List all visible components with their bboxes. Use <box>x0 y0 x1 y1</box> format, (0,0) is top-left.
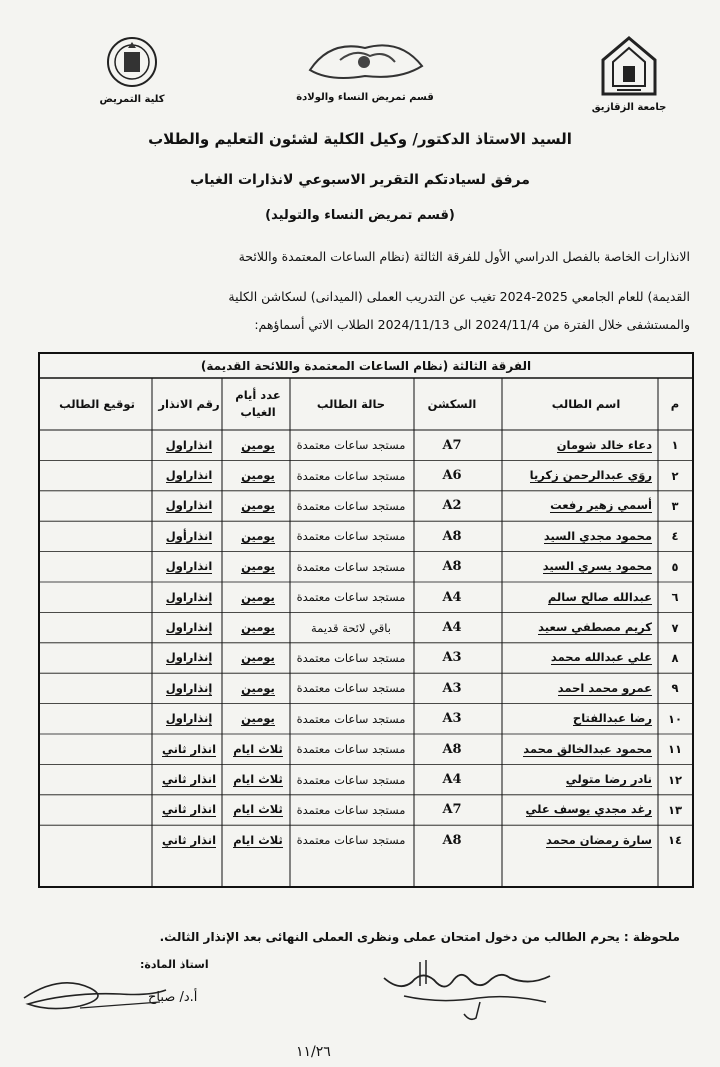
student-signature-cell <box>47 795 147 825</box>
row-index: ١٠ <box>667 711 683 726</box>
table-row <box>40 521 692 551</box>
intro-line-1: الانذارات الخاصة بالفصل الدراسي الأول للفرقة الثالثة (نظام الساعات المعتمدة واللائحة <box>238 249 690 264</box>
table-row <box>40 582 692 612</box>
department-name: قسم تمريض النساء والولادة <box>296 92 434 103</box>
warning-number: إنذاراول <box>165 589 213 604</box>
section-code: A4 <box>442 589 462 605</box>
absence-warnings-table <box>38 352 694 888</box>
header-status: حالة الطالب <box>316 396 386 411</box>
zagazig-university-logo <box>574 36 684 113</box>
header-index: م <box>670 396 680 411</box>
table-row <box>40 552 692 582</box>
row-index: ٧ <box>671 620 679 635</box>
addressee-title: السيد الاستاذ الدكتور/ وكيل الكلية لشئون التعليم والطلاب <box>148 130 572 148</box>
table-header-row <box>40 378 692 430</box>
student-status: مستجد ساعات معتمدة <box>296 529 406 544</box>
student-status: مستجد ساعات معتمدة <box>296 833 406 848</box>
student-name: رغد مجدي يوسف علي <box>525 802 652 817</box>
row-index: ١٢ <box>667 772 683 787</box>
header-section: السكشن <box>427 396 477 411</box>
report-subject: مرفق لسيادتكم التقرير الاسبوعي لانذارات الغياب <box>190 172 530 188</box>
absence-days: ثلاث ايام <box>233 741 283 756</box>
deprivation-note: ملحوظة : يحرم الطالب من دخول امتحان عملى ونظرى العملى النهائى بعد الإنذار الثالث. <box>159 930 680 944</box>
absence-days: يومين <box>241 559 275 574</box>
student-signature-cell <box>47 582 147 612</box>
absence-days: يومين <box>241 680 275 695</box>
row-index: ١٣ <box>667 802 683 817</box>
intro-line-2: القديمة) للعام الجامعي 2025-2024 تغيب عن التدريب العملى (الميدانى) لسكاشن الكلية <box>228 289 690 304</box>
warning-number: انذار ثاني <box>161 802 217 817</box>
page-mark: ١١/٢٦ <box>296 1044 331 1060</box>
student-name: محمود عبدالخالق محمد <box>523 741 652 756</box>
row-index: ١ <box>671 438 679 453</box>
student-name: سارة رمضان محمد <box>545 832 652 847</box>
absence-days: يومين <box>241 650 275 665</box>
section-code: A4 <box>442 620 462 636</box>
absence-days: يومين <box>241 498 275 513</box>
absence-days: يومين <box>241 711 275 726</box>
university-emblem-icon <box>599 36 659 98</box>
professor-handwritten-name: أ.د/ صباح <box>148 990 198 1005</box>
student-signature-cell <box>47 704 147 734</box>
warning-number: انذاراول <box>165 498 213 513</box>
absence-days: ثلاث ايام <box>233 832 283 847</box>
student-status: مستجد ساعات معتمدة <box>296 468 406 483</box>
faculty-name: كلية التمريض <box>99 94 165 105</box>
row-index: ١٤ <box>667 833 683 848</box>
student-signature-cell <box>47 764 147 794</box>
professor-signature <box>20 968 170 1018</box>
table-row <box>40 734 692 764</box>
absence-days: يومين <box>241 528 275 543</box>
warning-number: إنذاراول <box>165 680 213 695</box>
student-status: باقي لائحة قديمة <box>311 620 391 635</box>
section-code: A8 <box>442 528 462 544</box>
warning-number: انذار ثاني <box>161 832 217 847</box>
student-status: مستجد ساعات معتمدة <box>296 438 406 453</box>
absence-days: يومين <box>241 468 275 483</box>
absence-days: يومين <box>241 437 275 452</box>
warning-number: انذار ثاني <box>161 772 217 787</box>
intro-line-3: والمستشفى خلال الفترة من 2024/11/4 الى 2024/11/13 الطلاب الاتي أسماؤهم: <box>254 317 690 332</box>
table-row <box>40 430 692 460</box>
student-name: نادر رضا متولي <box>565 772 652 787</box>
department-heading: (قسم تمريض النساء والتوليد) <box>265 208 455 223</box>
header-student-signature: توقيع الطالب <box>59 396 135 411</box>
row-index: ٥ <box>671 559 679 574</box>
section-code: A8 <box>442 832 462 848</box>
row-index: ٤ <box>671 529 679 544</box>
student-name: كريم مصطفي سعيد <box>538 620 652 635</box>
row-index: ٢ <box>671 468 679 483</box>
student-signature-cell <box>47 612 147 642</box>
table-row <box>40 612 692 642</box>
student-signature-cell <box>47 552 147 582</box>
warning-number: إنذاراول <box>165 711 213 726</box>
section-code: A3 <box>442 650 462 666</box>
faculty-of-nursing-logo <box>92 34 172 105</box>
table-row <box>40 491 692 521</box>
student-name: رضا عبدالفتاح <box>572 711 652 726</box>
student-status: مستجد ساعات معتمدة <box>296 802 406 817</box>
student-status: مستجد ساعات معتمدة <box>296 742 406 757</box>
student-signature-cell <box>47 460 147 490</box>
row-index: ١١ <box>667 742 683 757</box>
section-code: A3 <box>442 711 462 727</box>
university-name: جامعة الزقازيق <box>591 102 667 113</box>
section-code: A8 <box>442 559 462 575</box>
student-name: دعاء خالد شومان <box>556 437 652 452</box>
section-code: A7 <box>442 802 462 818</box>
section-code: A3 <box>442 680 462 696</box>
section-code: A2 <box>442 498 462 514</box>
header-student-name: اسم الطالب <box>551 396 621 411</box>
header-warning-number: رقم الانذار <box>158 396 220 411</box>
student-status: مستجد ساعات معتمدة <box>296 498 406 513</box>
student-name: روَي عبدالرحمن زكريا <box>529 468 652 483</box>
table-row <box>40 643 692 673</box>
student-name: أسمي زهير رفعت <box>550 498 652 513</box>
warning-number: انذاراول <box>165 559 213 574</box>
student-signature-cell <box>47 825 147 855</box>
student-name: محمود يسري السيد <box>542 559 652 574</box>
student-signature-cell <box>47 673 147 703</box>
row-index: ٩ <box>671 681 679 696</box>
department-logo <box>290 30 440 103</box>
header-absence-days: عدد أيام الغياب <box>235 388 281 419</box>
table-title: الفرقة الثالثة (نظام الساعات المعتمدة واللائحة القديمة) <box>200 359 532 373</box>
absence-days: ثلاث ايام <box>233 772 283 787</box>
table-row <box>40 764 692 794</box>
student-status: مستجد ساعات معتمدة <box>296 559 406 574</box>
professor-label: استاذ المادة: <box>140 958 209 971</box>
warning-number: إنذاراول <box>165 650 213 665</box>
row-index: ٦ <box>671 590 679 605</box>
student-name: محمود مجدي السيد <box>543 528 652 543</box>
student-status: مستجد ساعات معتمدة <box>296 650 406 665</box>
section-code: A6 <box>442 468 462 484</box>
warning-number: انذارأول <box>165 528 213 543</box>
student-name: عمرو محمد احمد <box>557 680 652 695</box>
student-signature-cell <box>47 430 147 460</box>
table-row <box>40 795 692 825</box>
section-code: A4 <box>442 772 462 788</box>
student-name: عبدالله صالح سالم <box>547 589 652 604</box>
absence-days: ثلاث ايام <box>233 802 283 817</box>
warning-number: إنذاراول <box>165 620 213 635</box>
student-status: مستجد ساعات معتمدة <box>296 772 406 787</box>
section-code: A7 <box>442 437 462 453</box>
student-signature-cell <box>47 734 147 764</box>
table-row <box>40 704 692 734</box>
section-code: A8 <box>442 741 462 757</box>
table-row <box>40 673 692 703</box>
warning-number: انذاراول <box>165 468 213 483</box>
row-index: ٨ <box>671 650 679 665</box>
warning-number: انذار ثاني <box>161 741 217 756</box>
student-signature-cell <box>47 521 147 551</box>
row-index: ٣ <box>671 498 679 513</box>
table-row <box>40 825 692 855</box>
student-status: مستجد ساعات معتمدة <box>296 711 406 726</box>
warning-number: انذاراول <box>165 437 213 452</box>
student-status: مستجد ساعات معتمدة <box>296 590 406 605</box>
student-status: مستجد ساعات معتمدة <box>296 681 406 696</box>
absence-days: يومين <box>241 589 275 604</box>
student-name: علي عبدالله محمد <box>550 650 652 665</box>
student-signature-cell <box>47 643 147 673</box>
nursing-emblem-icon <box>102 34 162 90</box>
head-of-department-signature <box>360 956 560 1026</box>
table-row <box>40 460 692 490</box>
student-signature-cell <box>47 491 147 521</box>
absence-days: يومين <box>241 620 275 635</box>
department-emblem-icon <box>300 30 430 88</box>
